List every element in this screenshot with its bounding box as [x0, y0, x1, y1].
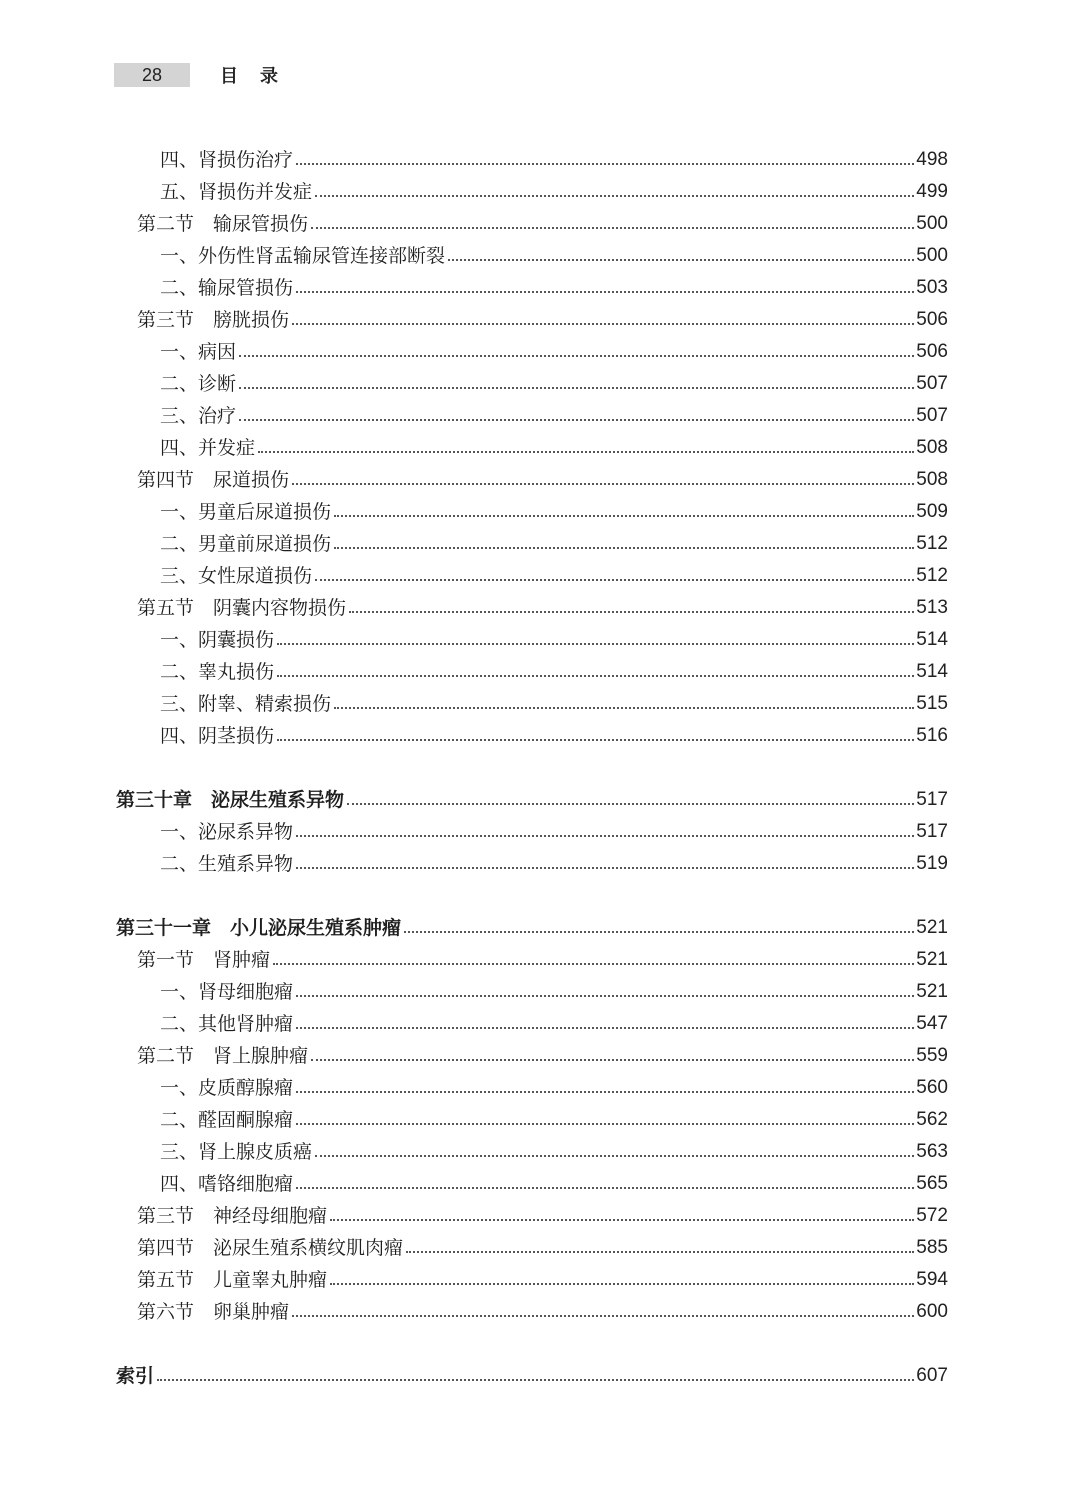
- leader-dots: [277, 673, 914, 677]
- toc-page-number: 521: [916, 949, 948, 970]
- toc-section[interactable]: [0, 1200, 948, 1232]
- toc-label: 三、治疗: [160, 405, 237, 427]
- toc-label: 三、附睾、精索损伤: [160, 693, 332, 715]
- header-title: 目录: [220, 66, 300, 87]
- toc-page-number: 498: [916, 149, 948, 170]
- toc-page-number: 512: [916, 565, 948, 586]
- toc-page-number: 514: [916, 629, 948, 650]
- leader-dots: [315, 193, 914, 197]
- toc-section[interactable]: [0, 592, 948, 624]
- toc-label: 四、并发症: [160, 437, 256, 459]
- toc-label: 一、阴囊损伤: [160, 629, 275, 651]
- toc-page-number: 517: [916, 821, 948, 842]
- leader-dots: [258, 449, 914, 453]
- page-number: 28: [141, 64, 163, 85]
- leader-dots: [239, 353, 914, 357]
- leader-dots: [448, 257, 914, 261]
- leader-dots: [311, 1057, 914, 1061]
- toc-page-number: 507: [916, 405, 948, 426]
- toc-page-number: 507: [916, 373, 948, 394]
- toc-chapter[interactable]: [0, 1360, 948, 1392]
- toc-label: 一、外伤性肾盂输尿管连接部断裂: [160, 245, 446, 267]
- toc-page-number: 503: [916, 277, 948, 298]
- toc-page-number: 500: [916, 213, 948, 234]
- leader-dots: [239, 385, 914, 389]
- toc-section[interactable]: [0, 304, 948, 336]
- toc-label: 二、睾丸损伤: [160, 661, 275, 683]
- leader-dots: [406, 1249, 914, 1253]
- toc-page-number: 514: [916, 661, 948, 682]
- page-number-box: [114, 63, 190, 87]
- leader-dots: [315, 1153, 914, 1157]
- leader-dots: [239, 417, 914, 421]
- leader-dots: [273, 961, 914, 965]
- toc-label: 索引: [116, 1365, 155, 1387]
- toc-page-number: 515: [916, 693, 948, 714]
- leader-dots: [315, 577, 914, 581]
- toc-label: 第三十一章 小儿泌尿生殖系肿瘤: [116, 917, 402, 939]
- toc-section[interactable]: [0, 944, 948, 976]
- toc-item[interactable]: [0, 656, 948, 688]
- leader-dots: [296, 289, 914, 293]
- toc-label: 二、其他肾肿瘤: [160, 1013, 294, 1035]
- toc-page-number: 508: [916, 469, 948, 490]
- toc-page-number: 509: [916, 501, 948, 522]
- toc-item[interactable]: [0, 144, 948, 176]
- toc-label: 第五节 儿童睾丸肿瘤: [137, 1269, 328, 1291]
- toc-label: 二、男童前尿道损伤: [160, 533, 332, 555]
- toc-page-number: 519: [916, 853, 948, 874]
- leader-dots: [296, 865, 914, 869]
- leader-dots: [334, 545, 914, 549]
- leader-dots: [292, 481, 914, 485]
- leader-dots: [296, 1185, 914, 1189]
- leader-dots: [349, 609, 914, 613]
- toc-item[interactable]: [0, 848, 948, 880]
- toc-label: 第四节 泌尿生殖系横纹肌肉瘤: [137, 1237, 404, 1259]
- leader-dots: [292, 1313, 914, 1317]
- leader-dots: [296, 833, 914, 837]
- toc-item[interactable]: [0, 496, 948, 528]
- toc-page-number: 512: [916, 533, 948, 554]
- toc-section[interactable]: [0, 208, 948, 240]
- leader-dots: [330, 1217, 914, 1221]
- toc-label: 二、输尿管损伤: [160, 277, 294, 299]
- toc-label: 第三节 膀胱损伤: [137, 309, 290, 331]
- toc-item[interactable]: [0, 624, 948, 656]
- leader-dots: [277, 641, 914, 645]
- toc-item[interactable]: [0, 816, 948, 848]
- leader-dots: [347, 801, 914, 805]
- toc-label: 五、肾损伤并发症: [160, 181, 313, 203]
- toc-label: 第四节 尿道损伤: [137, 469, 290, 491]
- toc-item[interactable]: [0, 976, 948, 1008]
- toc-page-number: 562: [916, 1109, 948, 1130]
- toc-label: 三、肾上腺皮质癌: [160, 1141, 313, 1163]
- toc-page-number: 585: [916, 1237, 948, 1258]
- toc-label: 一、皮质醇腺瘤: [160, 1077, 294, 1099]
- toc-page-number: 563: [916, 1141, 948, 1162]
- toc-section[interactable]: [0, 1232, 948, 1264]
- toc-label: 一、病因: [160, 341, 237, 363]
- toc-label: 第一节 肾肿瘤: [137, 949, 271, 971]
- toc-page-number: 607: [916, 1365, 948, 1386]
- toc-section[interactable]: [0, 464, 948, 496]
- toc-page-number: 500: [916, 245, 948, 266]
- leader-dots: [296, 1121, 914, 1125]
- leader-dots: [404, 929, 914, 933]
- toc-label: 第二节 肾上腺肿瘤: [137, 1045, 309, 1067]
- toc-item[interactable]: [0, 432, 948, 464]
- toc-page-number: 559: [916, 1045, 948, 1066]
- toc-page-number: 499: [916, 181, 948, 202]
- toc-page-number: 560: [916, 1077, 948, 1098]
- leader-dots: [277, 737, 914, 741]
- toc-label: 四、嗜铬细胞瘤: [160, 1173, 294, 1195]
- leader-dots: [330, 1281, 914, 1285]
- toc-label: 二、诊断: [160, 373, 237, 395]
- toc-chapter[interactable]: [0, 912, 948, 944]
- toc-item[interactable]: [0, 368, 948, 400]
- toc-page-number: 521: [916, 917, 948, 938]
- toc-page-number: 565: [916, 1173, 948, 1194]
- toc-section[interactable]: [0, 1040, 948, 1072]
- toc-page-number: 517: [916, 789, 948, 810]
- toc-label: 四、肾损伤治疗: [160, 149, 294, 171]
- toc-page-number: 594: [916, 1269, 948, 1290]
- toc-page-number: 572: [916, 1205, 948, 1226]
- toc-page-number: 521: [916, 981, 948, 1002]
- leader-dots: [334, 513, 914, 517]
- toc-item[interactable]: [0, 272, 948, 304]
- toc-item[interactable]: [0, 336, 948, 368]
- toc-label: 第三节 神经母细胞瘤: [137, 1205, 328, 1227]
- running-header: [114, 63, 300, 87]
- toc-label: 第五节 阴囊内容物损伤: [137, 597, 347, 619]
- toc-page-number: 506: [916, 309, 948, 330]
- leader-dots: [296, 161, 914, 165]
- toc-label: 第三十章 泌尿生殖系异物: [116, 789, 345, 811]
- toc-label: 二、醛固酮腺瘤: [160, 1109, 294, 1131]
- toc-item[interactable]: [0, 1168, 948, 1200]
- toc-item[interactable]: [0, 1008, 948, 1040]
- leader-dots: [292, 321, 914, 325]
- toc-item[interactable]: [0, 1136, 948, 1168]
- leader-dots: [296, 993, 914, 997]
- toc-item[interactable]: [0, 176, 948, 208]
- toc-page-number: 516: [916, 725, 948, 746]
- toc-label: 二、生殖系异物: [160, 853, 294, 875]
- toc-label: 一、男童后尿道损伤: [160, 501, 332, 523]
- toc-page-number: 600: [916, 1301, 948, 1322]
- toc-item[interactable]: [0, 720, 948, 752]
- toc-label: 三、女性尿道损伤: [160, 565, 313, 587]
- toc-item[interactable]: [0, 560, 948, 592]
- toc-page-number: 506: [916, 341, 948, 362]
- toc-page-number: 547: [916, 1013, 948, 1034]
- toc-item[interactable]: [0, 688, 948, 720]
- toc-label: 一、泌尿系异物: [160, 821, 294, 843]
- toc-item[interactable]: [0, 528, 948, 560]
- toc-label: 一、肾母细胞瘤: [160, 981, 294, 1003]
- toc-item[interactable]: [0, 1072, 948, 1104]
- toc-page-number: 513: [916, 597, 948, 618]
- leader-dots: [311, 225, 914, 229]
- leader-dots: [296, 1025, 914, 1029]
- toc-section[interactable]: [0, 1296, 948, 1328]
- toc-page-number: 508: [916, 437, 948, 458]
- leader-dots: [334, 705, 914, 709]
- toc-label: 第六节 卵巢肿瘤: [137, 1301, 290, 1323]
- toc-section[interactable]: [0, 1264, 948, 1296]
- leader-dots: [296, 1089, 914, 1093]
- toc-item[interactable]: [0, 400, 948, 432]
- toc-item[interactable]: [0, 240, 948, 272]
- leader-dots: [157, 1377, 914, 1381]
- toc-label: 第二节 输尿管损伤: [137, 213, 309, 235]
- toc-chapter[interactable]: [0, 784, 948, 816]
- toc-label: 四、阴茎损伤: [160, 725, 275, 747]
- toc-item[interactable]: [0, 1104, 948, 1136]
